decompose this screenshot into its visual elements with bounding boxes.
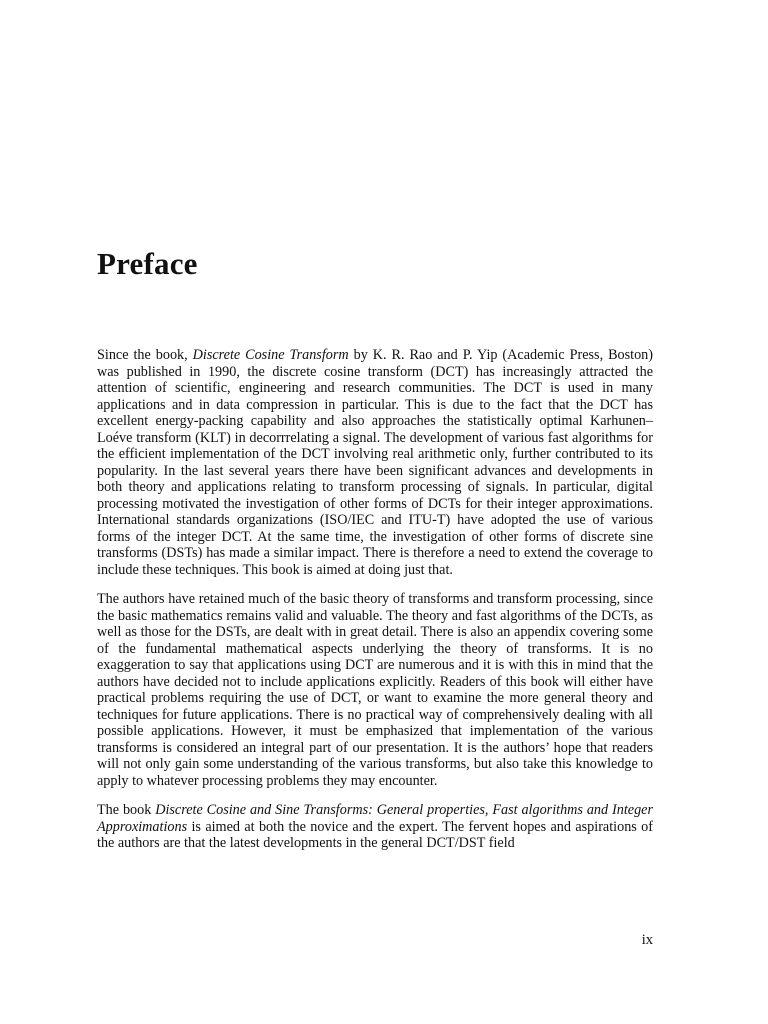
paragraph-2 [97,591,653,789]
paragraph-text: Since the book, [97,347,193,363]
paragraph-text: by K. R. Rao and P. Yip (Academic Press, Boston) was published in 1990, the discrete cosine transform (DCT) has increasingly attracted the attention of scientific, engineering and research communities. The DCT is used in many applications and in data compression in particular. This is due to the fact that the DCT has excellent energy-packing capability and also approaches the statistically optimal Karhunen–Loéve transform (KLT) in decorrrelating a signal. The development of various fast algorithms for the efficient implementation of the DCT involving real arithmetic only, further contributed to its popularity. In the last several years there have been significant advances and developments in both theory and applications relating to transform processing of signals. In particular, digital processing motivated the investigation of other forms of DCTs for their integer approximations. International standards organizations (ISO/IEC and ITU-T) have adopted the use of various forms of the integer DCT. At the same time, the investigation of other forms of discrete sine transforms (DSTs) has made a similar impact. There is therefore a need to extend the coverage to include these techniques. This book is aimed at doing just that. [97,347,653,578]
book-title-italic: Discrete Cosine and Sine Transforms: General properties, Fast algorithms and Integer Approximations [97,802,653,835]
paragraph-text: The book [97,802,156,818]
paragraph-text: is aimed at both the novice and the expert. The fervent hopes and aspirations of the authors are that the latest developments in the general DCT/DST field [97,818,653,851]
page-title: Preface [97,246,198,281]
preface-body [97,347,653,865]
paragraph-3 [97,802,653,852]
page-number: ix [641,932,653,948]
book-title-italic: Discrete Cosine Transform [192,347,349,363]
paragraph-1 [97,347,653,578]
paragraph-text: The authors have retained much of the basic theory of transforms and transform processing, since the basic mathematics remains valid and valuable. The theory and fast algorithms of the DCTs, as well as those for the DSTs, are dealt with in great detail. There is also an appendix covering some of the fundamental mathematical aspects underlying the theory of transforms. It is no exaggeration to say that applications using DCT are numerous and it is with this in mind that the authors have decided not to include applications explicitly. Readers of this book will either have practical problems requiring the use of DCT, or want to examine the more general theory and techniques for future applications. There is no practical way of comprehensively dealing with all possible applications. However, it must be emphasized that implementation of the various transforms is considered an integral part of our presentation. It is the authors’ hope that readers will not only gain some understanding of the various transforms, but also take this knowledge to apply to whatever processing problems they may encounter. [97,591,653,789]
